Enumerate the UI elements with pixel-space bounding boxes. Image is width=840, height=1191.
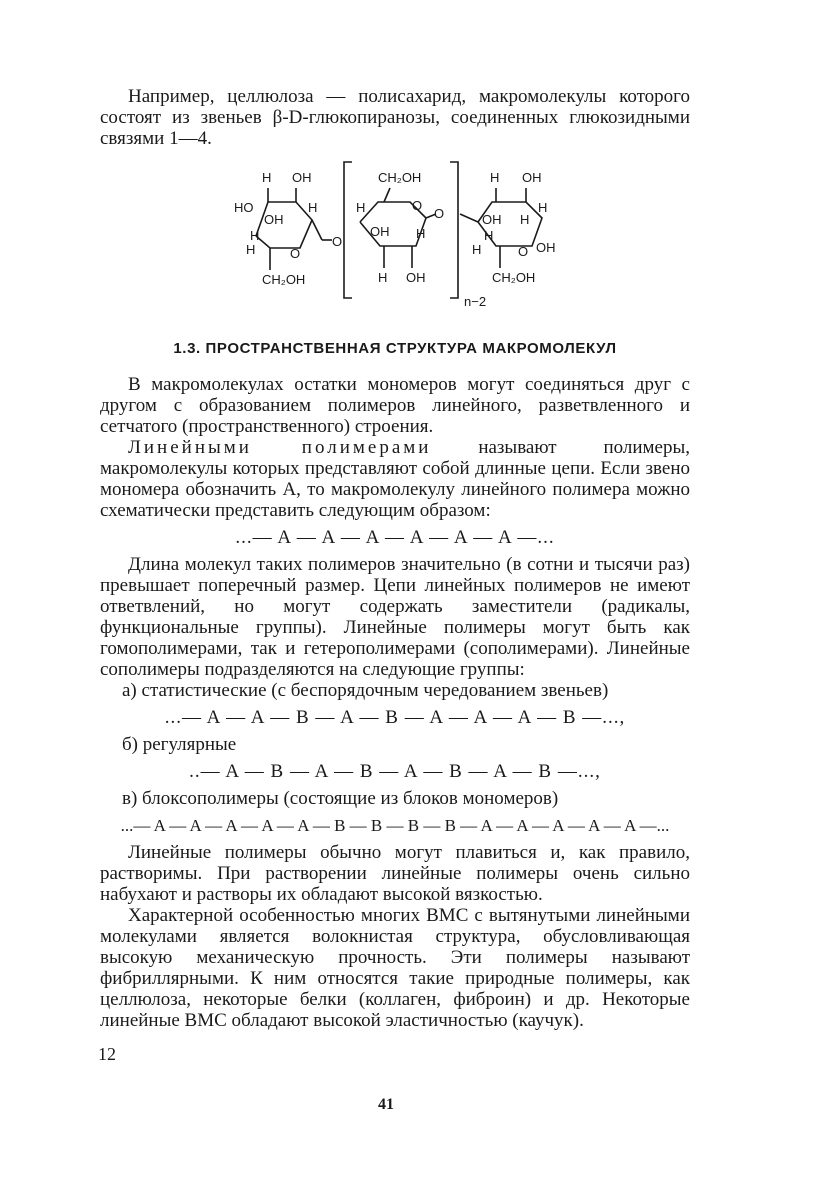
label-o-bridge: O — [332, 234, 343, 249]
bracket-left — [344, 162, 352, 298]
cellulose-structure — [220, 160, 600, 320]
formula-c: ...— A — A — A — A — A — B — B — B — B — A — A — A — A — A —... — [120, 816, 670, 835]
label-h: H — [520, 212, 530, 227]
list-item-a: а) статистические (с беспорядочным чередованием звеньев) — [122, 680, 609, 701]
paragraph-1: В макромолекулах остатки мономеров могут соединяться друг с другом с образованием полимеров линейного, разветвленного и сетчатого (пространственного) строения. — [100, 374, 690, 437]
formula-linear: ...— A — A — A — A — A — A —... — [235, 527, 555, 548]
page-mark: 41 — [378, 1096, 394, 1113]
formula-a: ...— A — A — B — A — B — A — A — A — B —..., — [164, 707, 626, 728]
glucose-ring-right — [460, 170, 556, 285]
label-h: H — [490, 170, 500, 185]
formula-b: ..— A — B — A — B — A — B — A — B —..., — [189, 761, 601, 782]
label-h: H — [262, 170, 272, 185]
label-n-minus-2: n−2 — [464, 294, 487, 309]
label-o-bridge: O — [434, 206, 445, 221]
label-h: H — [472, 242, 482, 257]
label-oh: OH — [482, 212, 502, 227]
label-o: O — [290, 246, 301, 261]
paragraph-2 — [100, 437, 690, 521]
label-oh: OH — [406, 270, 426, 285]
label-oh: OH — [370, 224, 390, 239]
label-h: H — [484, 228, 494, 243]
label-h: H — [308, 200, 318, 215]
label-ch2oh: CH₂OH — [262, 272, 306, 287]
paragraph-4: Линейные полимеры обычно могут плавиться и, как правило, растворимы. При растворении линейные полимеры очень сильно набухают и растворы их обладают высокой вязкостью. — [100, 842, 690, 905]
intro-paragraph: Например, целлюлоза — полисахарид, макромолекулы которого состоят из звеньев β-D-глюкопиранозы, соединенных глюкозидными связями 1—4. — [100, 86, 690, 149]
label-h: H — [378, 270, 388, 285]
label-ho: HO — [234, 200, 254, 215]
label-h: H — [356, 200, 366, 215]
intro-block — [100, 86, 690, 149]
list-item-b: б) регулярные — [122, 734, 237, 755]
label-o: O — [518, 244, 529, 259]
paragraph-2-text: называют полимеры, макромолекулы которых представляют собой длинные цепи. Если звено мономера обозначить А, то макромолекулу линейного полимера можно схематически представить следующим образом: — [100, 437, 690, 521]
label-oh: OH — [264, 212, 284, 227]
bracket-right — [450, 162, 458, 298]
label-h: H — [246, 242, 256, 257]
main-body — [100, 374, 690, 1031]
label-oh: OH — [522, 170, 542, 185]
paragraph-5: Характерной особенностью многих ВМС с вытянутыми линейными молекулами является волокнистая структура, обусловливающая высокую механическую прочность. Эти полимеры называют фибриллярными. К ним относятся такие природные полимеры, как целлюлоза, некоторые белки (коллаген, фиброин) и др. Некоторые линейные ВМС обладают высокой эластичностью (каучук). — [100, 905, 690, 1031]
bond — [384, 188, 390, 202]
label-ch2oh: CH₂OH — [378, 170, 422, 185]
page-number: 12 — [98, 1044, 116, 1064]
list-item-c: в) блоксополимеры (состоящие из блоков мономеров) — [122, 788, 559, 809]
term-linear-polymers: Линейными полимерами — [128, 437, 432, 458]
glucose-ring-middle — [356, 170, 444, 285]
label-oh: OH — [536, 240, 556, 255]
section-heading: 1.3. ПРОСТРАНСТВЕННАЯ СТРУКТУРА МАКРОМОЛЕКУЛ — [173, 340, 617, 357]
glucose-ring-left — [234, 170, 342, 287]
bond — [460, 214, 478, 222]
label-h: H — [250, 228, 260, 243]
label-o: O — [412, 198, 423, 213]
label-oh: OH — [292, 170, 312, 185]
paragraph-3: Длина молекул таких полимеров значительно (в сотни и тысячи раз) превышает поперечный размер. Цепи линейных полимеров не имеют ответвлений, но могут содержать заместители (радикалы, функциональные группы). Линейные полимеры могут быть как гомополимерами, так и гетерополимерами (сополимерами). Линейные сополимеры подразделяются на следующие группы: — [100, 554, 690, 680]
label-h: H — [538, 200, 548, 215]
label-ch2oh: CH₂OH — [492, 270, 536, 285]
bond — [312, 220, 322, 240]
label-h: H — [416, 226, 426, 241]
